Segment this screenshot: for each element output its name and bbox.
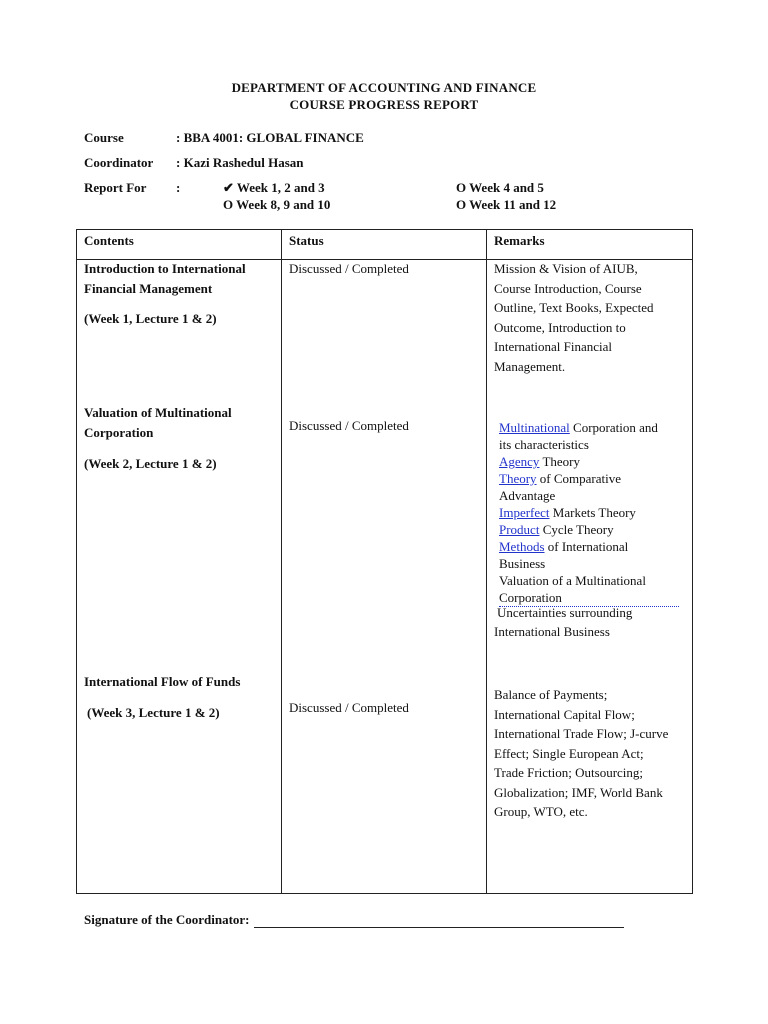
remark-line: Balance of Payments; <box>494 687 608 702</box>
row2-remarks-tail: Uncertainties surrounding <box>497 605 633 620</box>
week-option-4[interactable] <box>456 197 556 213</box>
remark-link[interactable]: Multinational <box>499 420 570 435</box>
week-option-label: Week 1, 2 and 3 <box>236 180 325 195</box>
row3-remarks <box>494 685 668 822</box>
week-option-3[interactable] <box>223 197 330 213</box>
row2-remarks <box>499 419 679 607</box>
signature-line[interactable] <box>254 914 624 928</box>
remark-line: Management. <box>494 358 566 374</box>
header-contents: Contents <box>84 233 134 248</box>
remark-text: Theory <box>539 454 580 469</box>
remark-text: of International <box>544 539 629 554</box>
column-divider <box>486 230 487 893</box>
radio-circle-icon: O <box>223 197 234 212</box>
row2-content <box>84 403 232 442</box>
row2-status: Discussed / Completed <box>289 418 409 433</box>
checkmark-icon: ✔ <box>223 180 234 195</box>
remark-link[interactable]: Product <box>499 522 540 537</box>
signature-label: Signature of the Coordinator: <box>84 912 250 927</box>
remark-line: its characteristics <box>499 437 589 452</box>
remark-link[interactable]: Imperfect <box>499 505 550 520</box>
remark-line: Outcome, Introduction to <box>494 319 626 335</box>
remark-line: Outline, Text Books, Expected <box>494 300 654 315</box>
column-divider <box>281 230 282 893</box>
report-for-colon: : <box>176 180 181 195</box>
remark-link[interactable]: Agency <box>499 454 540 469</box>
content-line: Introduction to International <box>84 261 246 276</box>
row2-week: (Week 2, Lecture 1 & 2) <box>84 456 217 471</box>
remark-line: Trade Friction; Outsourcing; <box>494 765 644 780</box>
department-title: DEPARTMENT OF ACCOUNTING AND FINANCE <box>231 80 537 95</box>
remark-text: of Comparative <box>536 471 622 486</box>
signature-row <box>84 912 624 928</box>
row1-week: (Week 1, Lecture 1 & 2) <box>84 311 217 326</box>
course-label: Course <box>84 130 124 145</box>
remark-text: Markets Theory <box>549 505 636 520</box>
remark-text: Corporation and <box>569 420 658 435</box>
remark-line: International Capital Flow; <box>494 706 635 722</box>
remark-link[interactable]: Theory <box>499 471 537 486</box>
remark-line: Group, WTO, etc. <box>494 804 588 819</box>
row2-remarks-tail: International Business <box>494 624 610 639</box>
content-line: Financial Management <box>84 280 213 296</box>
coordinator-label: Coordinator <box>84 155 154 170</box>
remark-line: Globalization; IMF, World Bank <box>494 784 663 800</box>
report-title: COURSE PROGRESS REPORT <box>289 97 479 112</box>
remark-line: Valuation of a Multinational <box>499 573 646 588</box>
remark-line-dotted: Corporation <box>499 589 679 607</box>
remark-line: Course Introduction, Course <box>494 280 642 296</box>
remark-line: International Financial <box>494 339 613 354</box>
header-status: Status <box>289 233 324 248</box>
radio-circle-icon: O <box>456 197 467 212</box>
week-option-label: Week 8, 9 and 10 <box>236 197 331 212</box>
row3-content <box>84 672 240 692</box>
row3-week: (Week 3, Lecture 1 & 2) <box>87 705 220 720</box>
coordinator-value: : Kazi Rashedul Hasan <box>176 155 304 170</box>
remark-line: Effect; Single European Act; <box>494 745 644 761</box>
row1-status: Discussed / Completed <box>289 261 409 276</box>
week-option-2[interactable] <box>456 180 544 196</box>
week-option-label: Week 4 and 5 <box>469 180 544 195</box>
content-line: International Flow of Funds <box>84 674 241 689</box>
content-line: Valuation of Multinational <box>84 405 232 420</box>
week-option-1[interactable] <box>223 180 325 196</box>
remark-link[interactable]: Methods <box>499 539 545 554</box>
remark-line: Business <box>499 556 546 571</box>
header-remarks: Remarks <box>494 233 545 248</box>
week-option-label: Week 11 and 12 <box>469 197 557 212</box>
remark-line: Advantage <box>499 488 556 503</box>
remark-text: Cycle Theory <box>539 522 614 537</box>
course-value: : BBA 4001: GLOBAL FINANCE <box>176 130 364 145</box>
remark-line: International Trade Flow; J-curve <box>494 726 669 741</box>
content-line: Corporation <box>84 424 154 440</box>
row1-remarks <box>494 259 654 376</box>
row3-status: Discussed / Completed <box>289 700 409 715</box>
report-for-label: Report For <box>84 180 147 195</box>
remark-line: Mission & Vision of AIUB, <box>494 261 638 276</box>
progress-table <box>76 229 693 894</box>
radio-circle-icon: O <box>456 180 467 195</box>
row1-content <box>84 259 246 298</box>
